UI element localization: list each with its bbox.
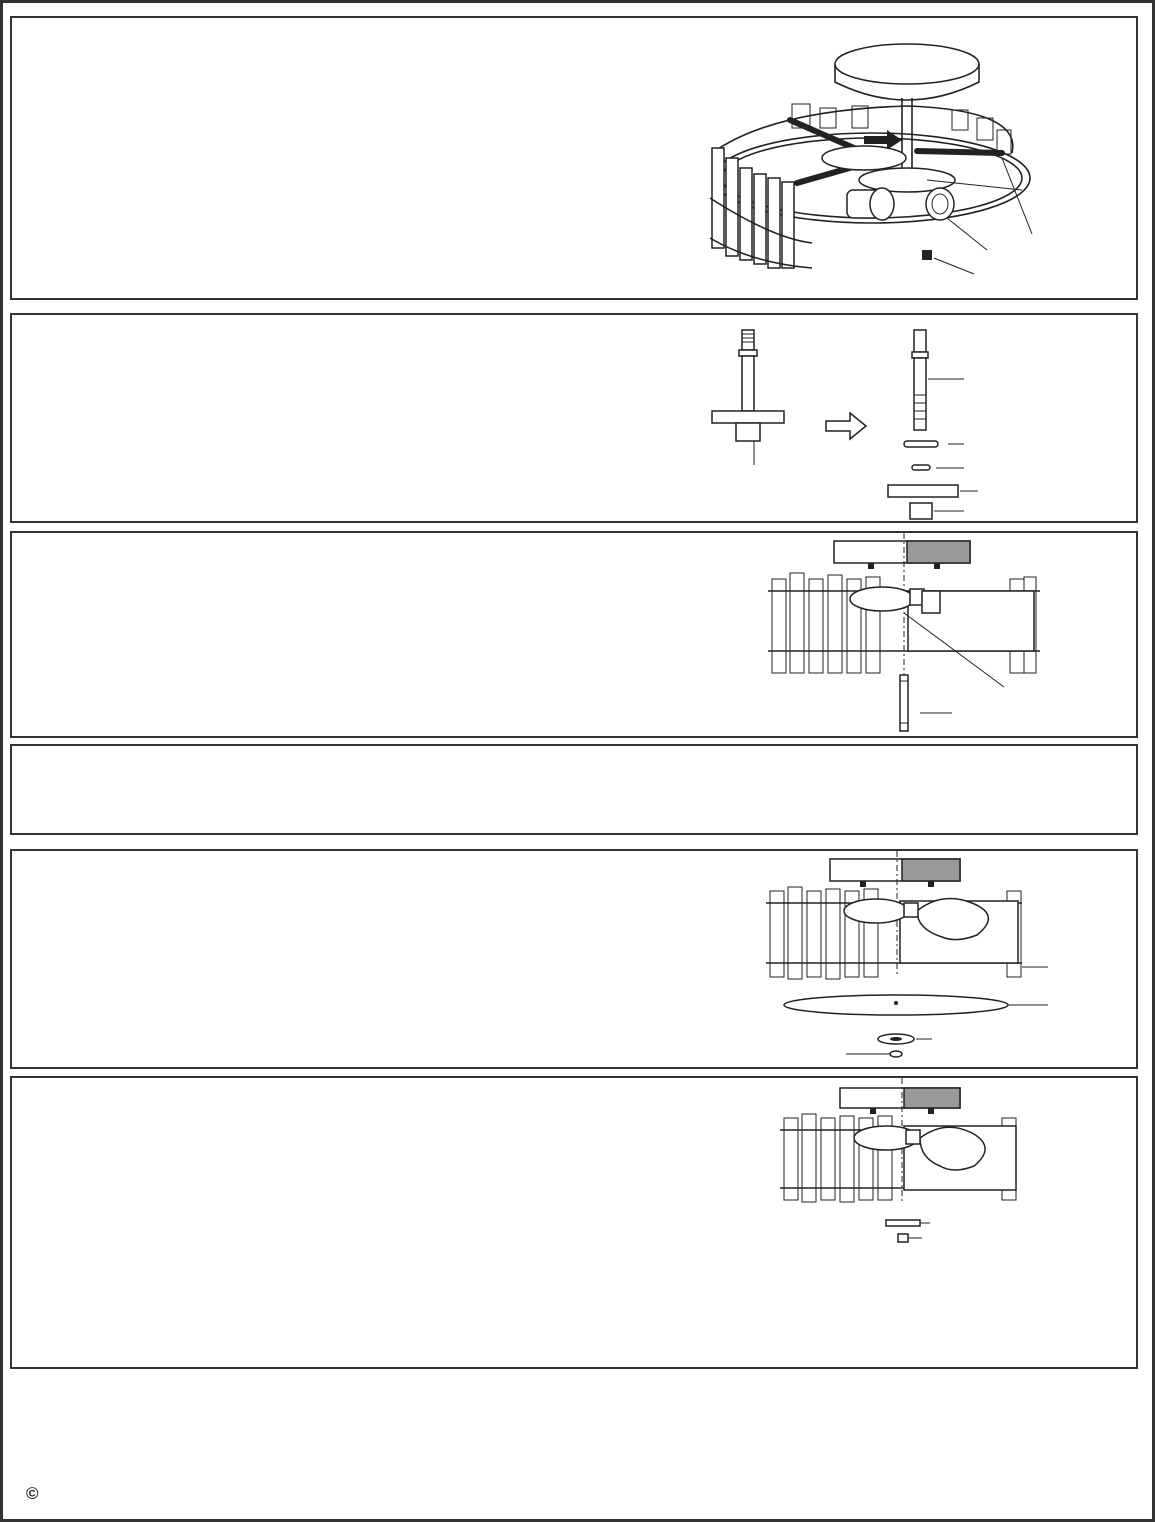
step-4-panel (10, 744, 1138, 835)
cage-assembly-illustration (12, 18, 1138, 300)
fixture-with-diffuser-illustration (12, 851, 1138, 1069)
step-1-panel (10, 16, 1138, 300)
step-6-panel (10, 1076, 1138, 1369)
step-5-panel (10, 849, 1138, 1069)
fixture-side-view-illustration (12, 533, 1138, 738)
step-2-panel (10, 313, 1138, 523)
step-3-panel (10, 531, 1138, 738)
fixture-with-finial-illustration (12, 1078, 1138, 1369)
copyright-symbol: © (26, 1484, 39, 1503)
rod-exploded-illustration (12, 315, 1138, 523)
